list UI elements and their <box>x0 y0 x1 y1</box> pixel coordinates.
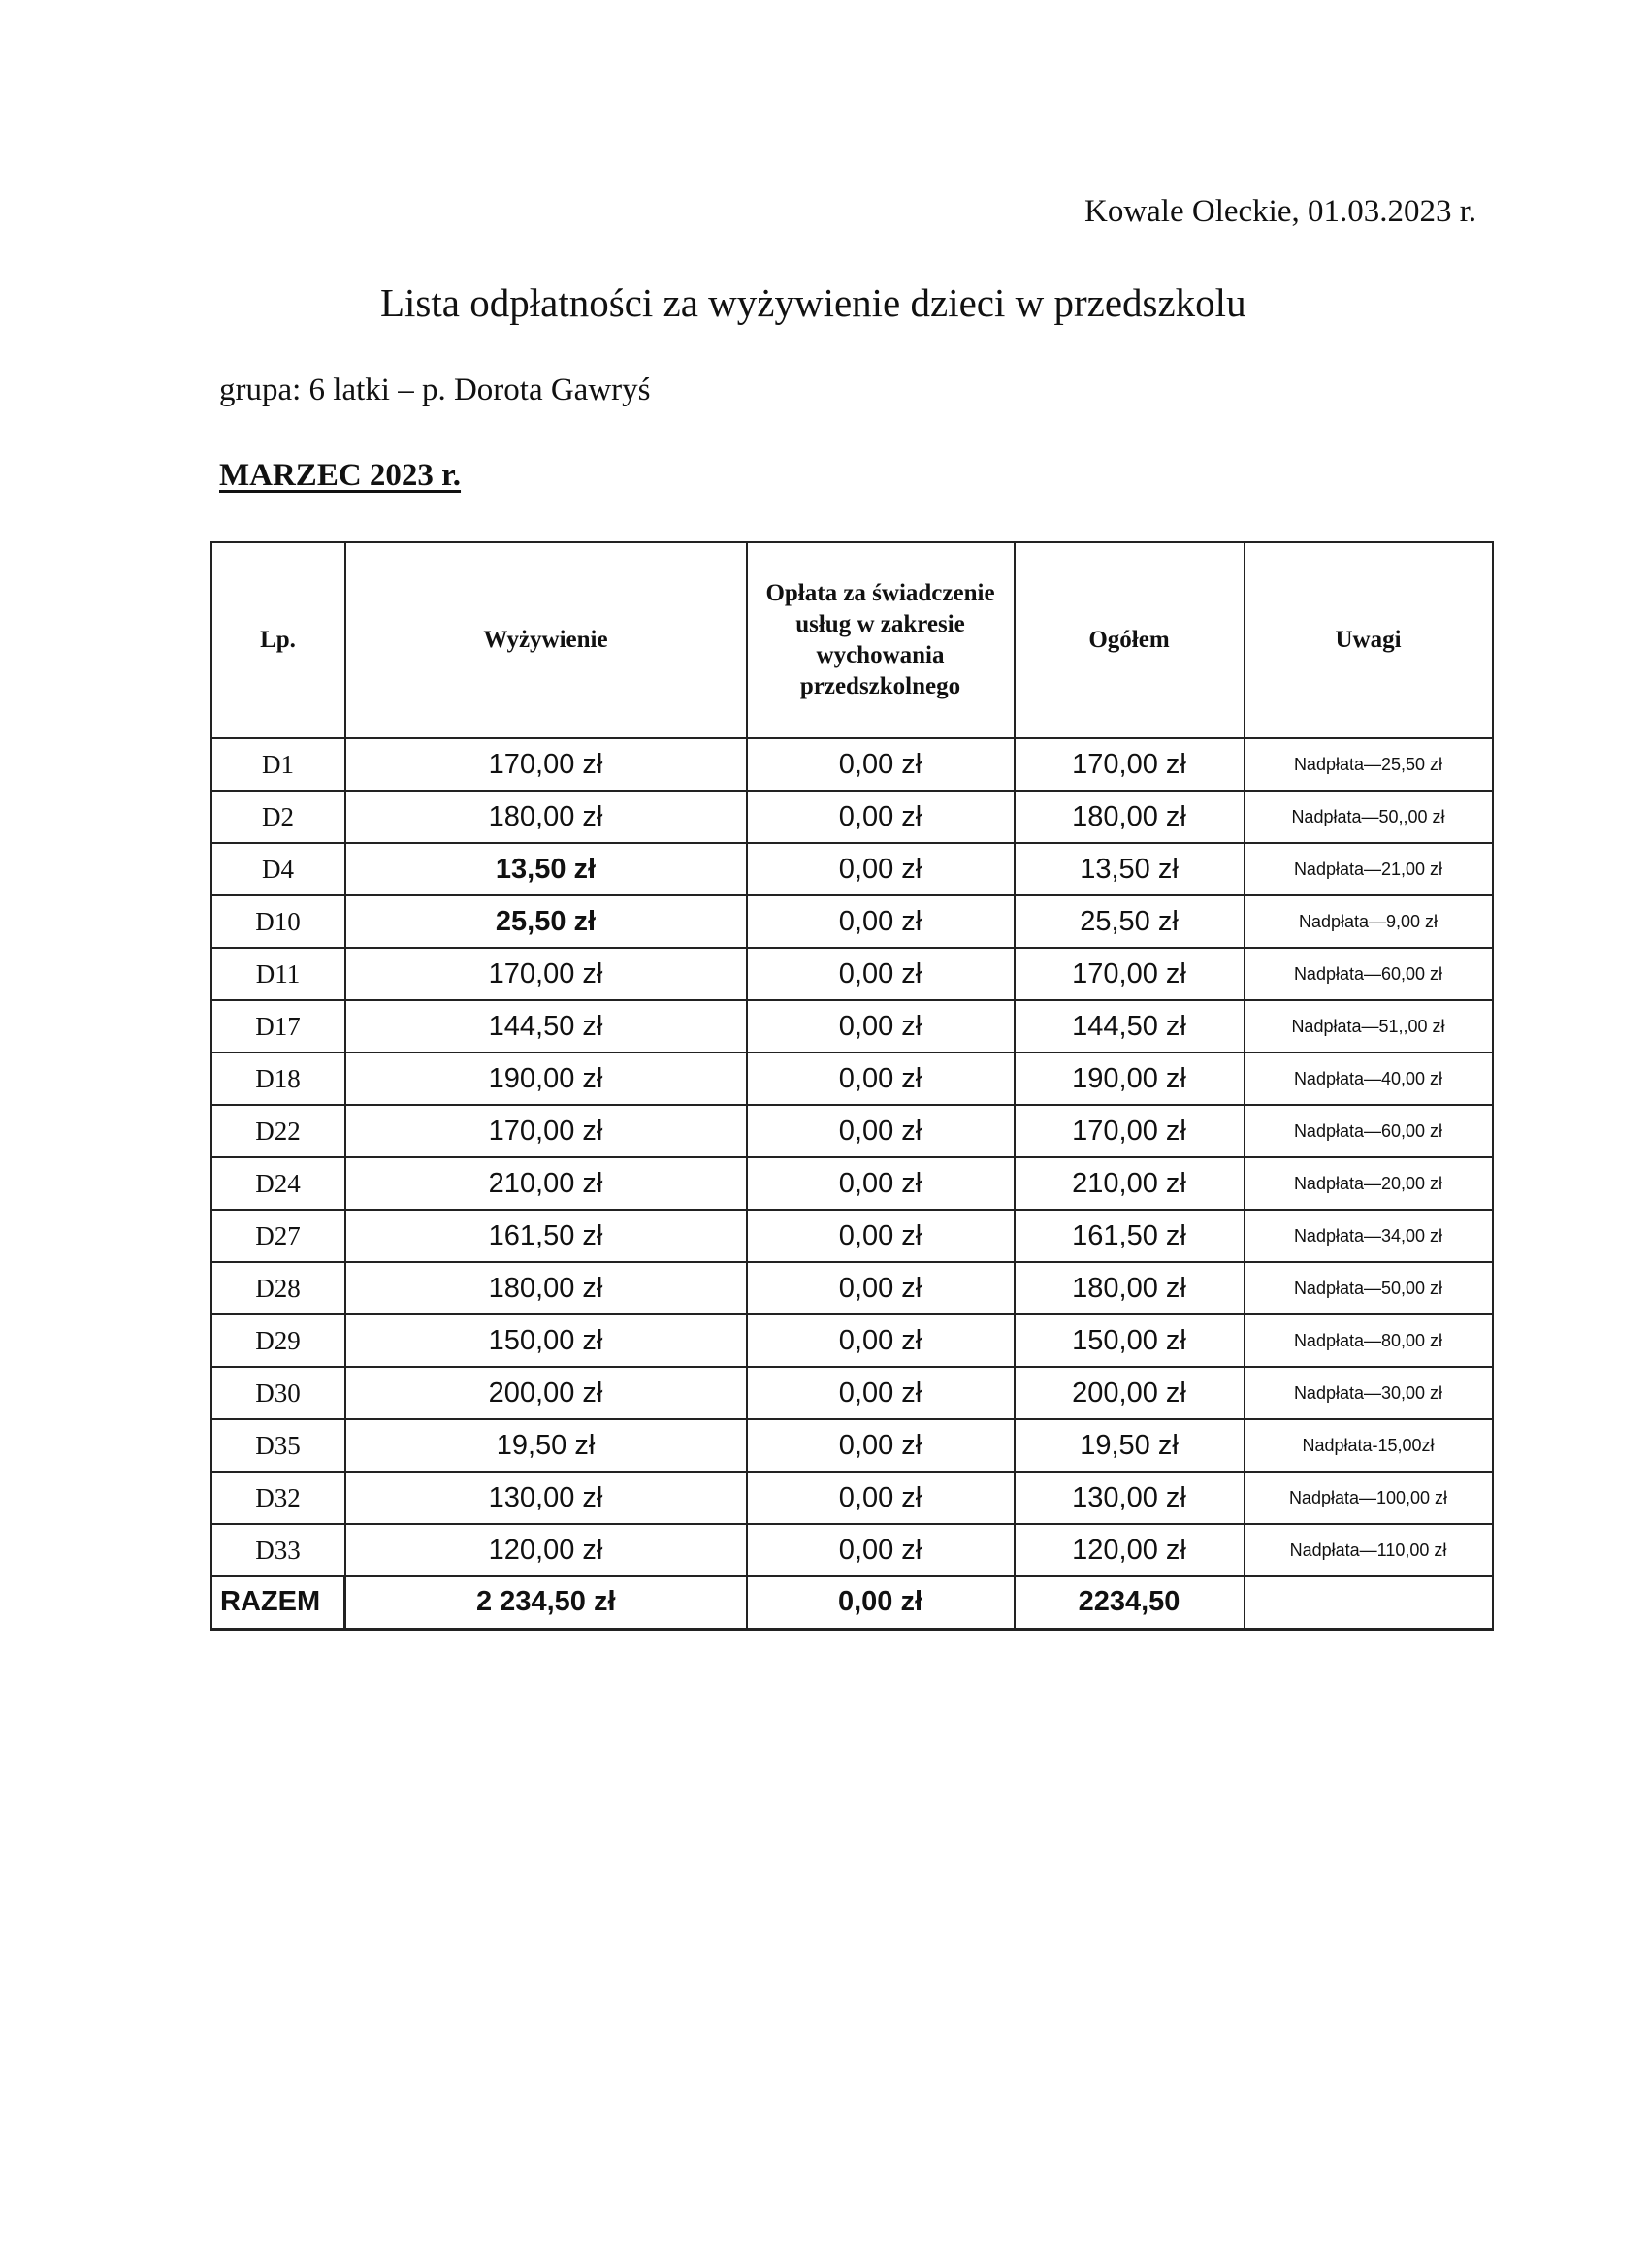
table-row <box>211 1157 1493 1210</box>
table-row <box>211 1367 1493 1419</box>
table-row <box>211 948 1493 1000</box>
table-row <box>211 1419 1493 1472</box>
row-lp: D1 <box>211 738 345 791</box>
row-lp: D33 <box>211 1524 345 1576</box>
row-lp: D32 <box>211 1472 345 1524</box>
row-uwagi: Nadpłata—100,00 zł <box>1245 1472 1493 1524</box>
row-wyzywienie: 180,00 zł <box>345 791 747 843</box>
row-ogolem: 170,00 zł <box>1015 1105 1245 1157</box>
column-header-oplata: Opłata za świadczenie usług w zakresie wychowania przedszkolnego <box>747 542 1015 738</box>
place-and-date: Kowale Oleckie, 01.03.2023 r. <box>1084 194 1477 229</box>
row-wyzywienie: 19,50 zł <box>345 1419 747 1472</box>
row-uwagi: Nadpłata—20,00 zł <box>1245 1157 1493 1210</box>
row-ogolem: 210,00 zł <box>1015 1157 1245 1210</box>
table-row <box>211 1210 1493 1262</box>
row-ogolem: 120,00 zł <box>1015 1524 1245 1576</box>
table-row <box>211 738 1493 791</box>
row-wyzywienie: 120,00 zł <box>345 1524 747 1576</box>
row-ogolem: 13,50 zł <box>1015 843 1245 895</box>
row-oplata: 0,00 zł <box>747 843 1015 895</box>
row-oplata: 0,00 zł <box>747 1000 1015 1053</box>
row-oplata: 0,00 zł <box>747 1262 1015 1314</box>
table-row <box>211 1053 1493 1105</box>
total-label: RAZEM <box>211 1576 345 1629</box>
month-heading: MARZEC 2023 r. <box>219 458 462 493</box>
row-lp: D18 <box>211 1053 345 1105</box>
total-uwagi <box>1245 1576 1493 1629</box>
row-lp: D35 <box>211 1419 345 1472</box>
total-oplata: 0,00 zł <box>747 1576 1015 1629</box>
row-oplata: 0,00 zł <box>747 791 1015 843</box>
row-uwagi: Nadpłata—80,00 zł <box>1245 1314 1493 1367</box>
row-uwagi: Nadpłata—21,00 zł <box>1245 843 1493 895</box>
row-uwagi: Nadpłata—25,50 zł <box>1245 738 1493 791</box>
row-oplata: 0,00 zł <box>747 1210 1015 1262</box>
row-uwagi: Nadpłata—50,00 zł <box>1245 1262 1493 1314</box>
row-ogolem: 180,00 zł <box>1015 1262 1245 1314</box>
table-row <box>211 843 1493 895</box>
row-oplata: 0,00 zł <box>747 1419 1015 1472</box>
row-ogolem: 19,50 zł <box>1015 1419 1245 1472</box>
column-header-wyzywienie: Wyżywienie <box>345 542 747 738</box>
row-uwagi: Nadpłata—40,00 zł <box>1245 1053 1493 1105</box>
table-row <box>211 895 1493 948</box>
row-lp: D24 <box>211 1157 345 1210</box>
table-row <box>211 1472 1493 1524</box>
row-lp: D30 <box>211 1367 345 1419</box>
row-oplata: 0,00 zł <box>747 738 1015 791</box>
row-wyzywienie: 200,00 zł <box>345 1367 747 1419</box>
row-uwagi: Nadpłata—110,00 zł <box>1245 1524 1493 1576</box>
row-ogolem: 200,00 zł <box>1015 1367 1245 1419</box>
table-row <box>211 1105 1493 1157</box>
total-row <box>211 1576 1493 1629</box>
row-wyzywienie: 170,00 zł <box>345 738 747 791</box>
row-lp: D4 <box>211 843 345 895</box>
row-oplata: 0,00 zł <box>747 1053 1015 1105</box>
table-row <box>211 1000 1493 1053</box>
row-oplata: 0,00 zł <box>747 1524 1015 1576</box>
row-wyzywienie: 161,50 zł <box>345 1210 747 1262</box>
row-ogolem: 161,50 zł <box>1015 1210 1245 1262</box>
row-oplata: 0,00 zł <box>747 948 1015 1000</box>
row-wyzywienie: 180,00 zł <box>345 1262 747 1314</box>
table-header-row <box>211 542 1493 738</box>
row-ogolem: 170,00 zł <box>1015 738 1245 791</box>
table-row <box>211 791 1493 843</box>
row-wyzywienie: 190,00 zł <box>345 1053 747 1105</box>
row-lp: D28 <box>211 1262 345 1314</box>
row-uwagi: Nadpłata—60,00 zł <box>1245 1105 1493 1157</box>
row-uwagi: Nadpłata—9,00 zł <box>1245 895 1493 948</box>
fees-table <box>210 541 1494 1631</box>
row-ogolem: 130,00 zł <box>1015 1472 1245 1524</box>
row-lp: D2 <box>211 791 345 843</box>
row-oplata: 0,00 zł <box>747 1157 1015 1210</box>
row-wyzywienie: 170,00 zł <box>345 948 747 1000</box>
row-lp: D17 <box>211 1000 345 1053</box>
row-oplata: 0,00 zł <box>747 1314 1015 1367</box>
row-ogolem: 180,00 zł <box>1015 791 1245 843</box>
row-oplata: 0,00 zł <box>747 1105 1015 1157</box>
row-wyzywienie: 210,00 zł <box>345 1157 747 1210</box>
total-wyzywienie: 2 234,50 zł <box>345 1576 747 1629</box>
row-ogolem: 170,00 zł <box>1015 948 1245 1000</box>
row-uwagi: Nadpłata—51,,00 zł <box>1245 1000 1493 1053</box>
row-wyzywienie: 150,00 zł <box>345 1314 747 1367</box>
row-wyzywienie: 170,00 zł <box>345 1105 747 1157</box>
column-header-ogolem: Ogółem <box>1015 542 1245 738</box>
row-wyzywienie: 144,50 zł <box>345 1000 747 1053</box>
row-ogolem: 150,00 zł <box>1015 1314 1245 1367</box>
document-title: Lista odpłatności za wyżywienie dzieci w przedszkolu <box>380 280 1246 325</box>
row-lp: D10 <box>211 895 345 948</box>
table-row <box>211 1262 1493 1314</box>
row-wyzywienie: 25,50 zł <box>345 895 747 948</box>
row-lp: D29 <box>211 1314 345 1367</box>
row-ogolem: 144,50 zł <box>1015 1000 1245 1053</box>
row-uwagi: Nadpłata-15,00zł <box>1245 1419 1493 1472</box>
row-uwagi: Nadpłata—34,00 zł <box>1245 1210 1493 1262</box>
row-wyzywienie: 130,00 zł <box>345 1472 747 1524</box>
row-wyzywienie: 13,50 zł <box>345 843 747 895</box>
table-row <box>211 1524 1493 1576</box>
row-ogolem: 190,00 zł <box>1015 1053 1245 1105</box>
row-oplata: 0,00 zł <box>747 1472 1015 1524</box>
total-ogolem: 2234,50 <box>1015 1576 1245 1629</box>
row-oplata: 0,00 zł <box>747 895 1015 948</box>
row-lp: D11 <box>211 948 345 1000</box>
group-info: grupa: 6 latki – p. Dorota Gawryś <box>219 373 651 407</box>
table-row <box>211 1314 1493 1367</box>
column-header-lp: Lp. <box>211 542 345 738</box>
row-uwagi: Nadpłata—30,00 zł <box>1245 1367 1493 1419</box>
column-header-uwagi: Uwagi <box>1245 542 1493 738</box>
row-ogolem: 25,50 zł <box>1015 895 1245 948</box>
row-uwagi: Nadpłata—50,,00 zł <box>1245 791 1493 843</box>
row-lp: D22 <box>211 1105 345 1157</box>
row-lp: D27 <box>211 1210 345 1262</box>
row-oplata: 0,00 zł <box>747 1367 1015 1419</box>
row-uwagi: Nadpłata—60,00 zł <box>1245 948 1493 1000</box>
